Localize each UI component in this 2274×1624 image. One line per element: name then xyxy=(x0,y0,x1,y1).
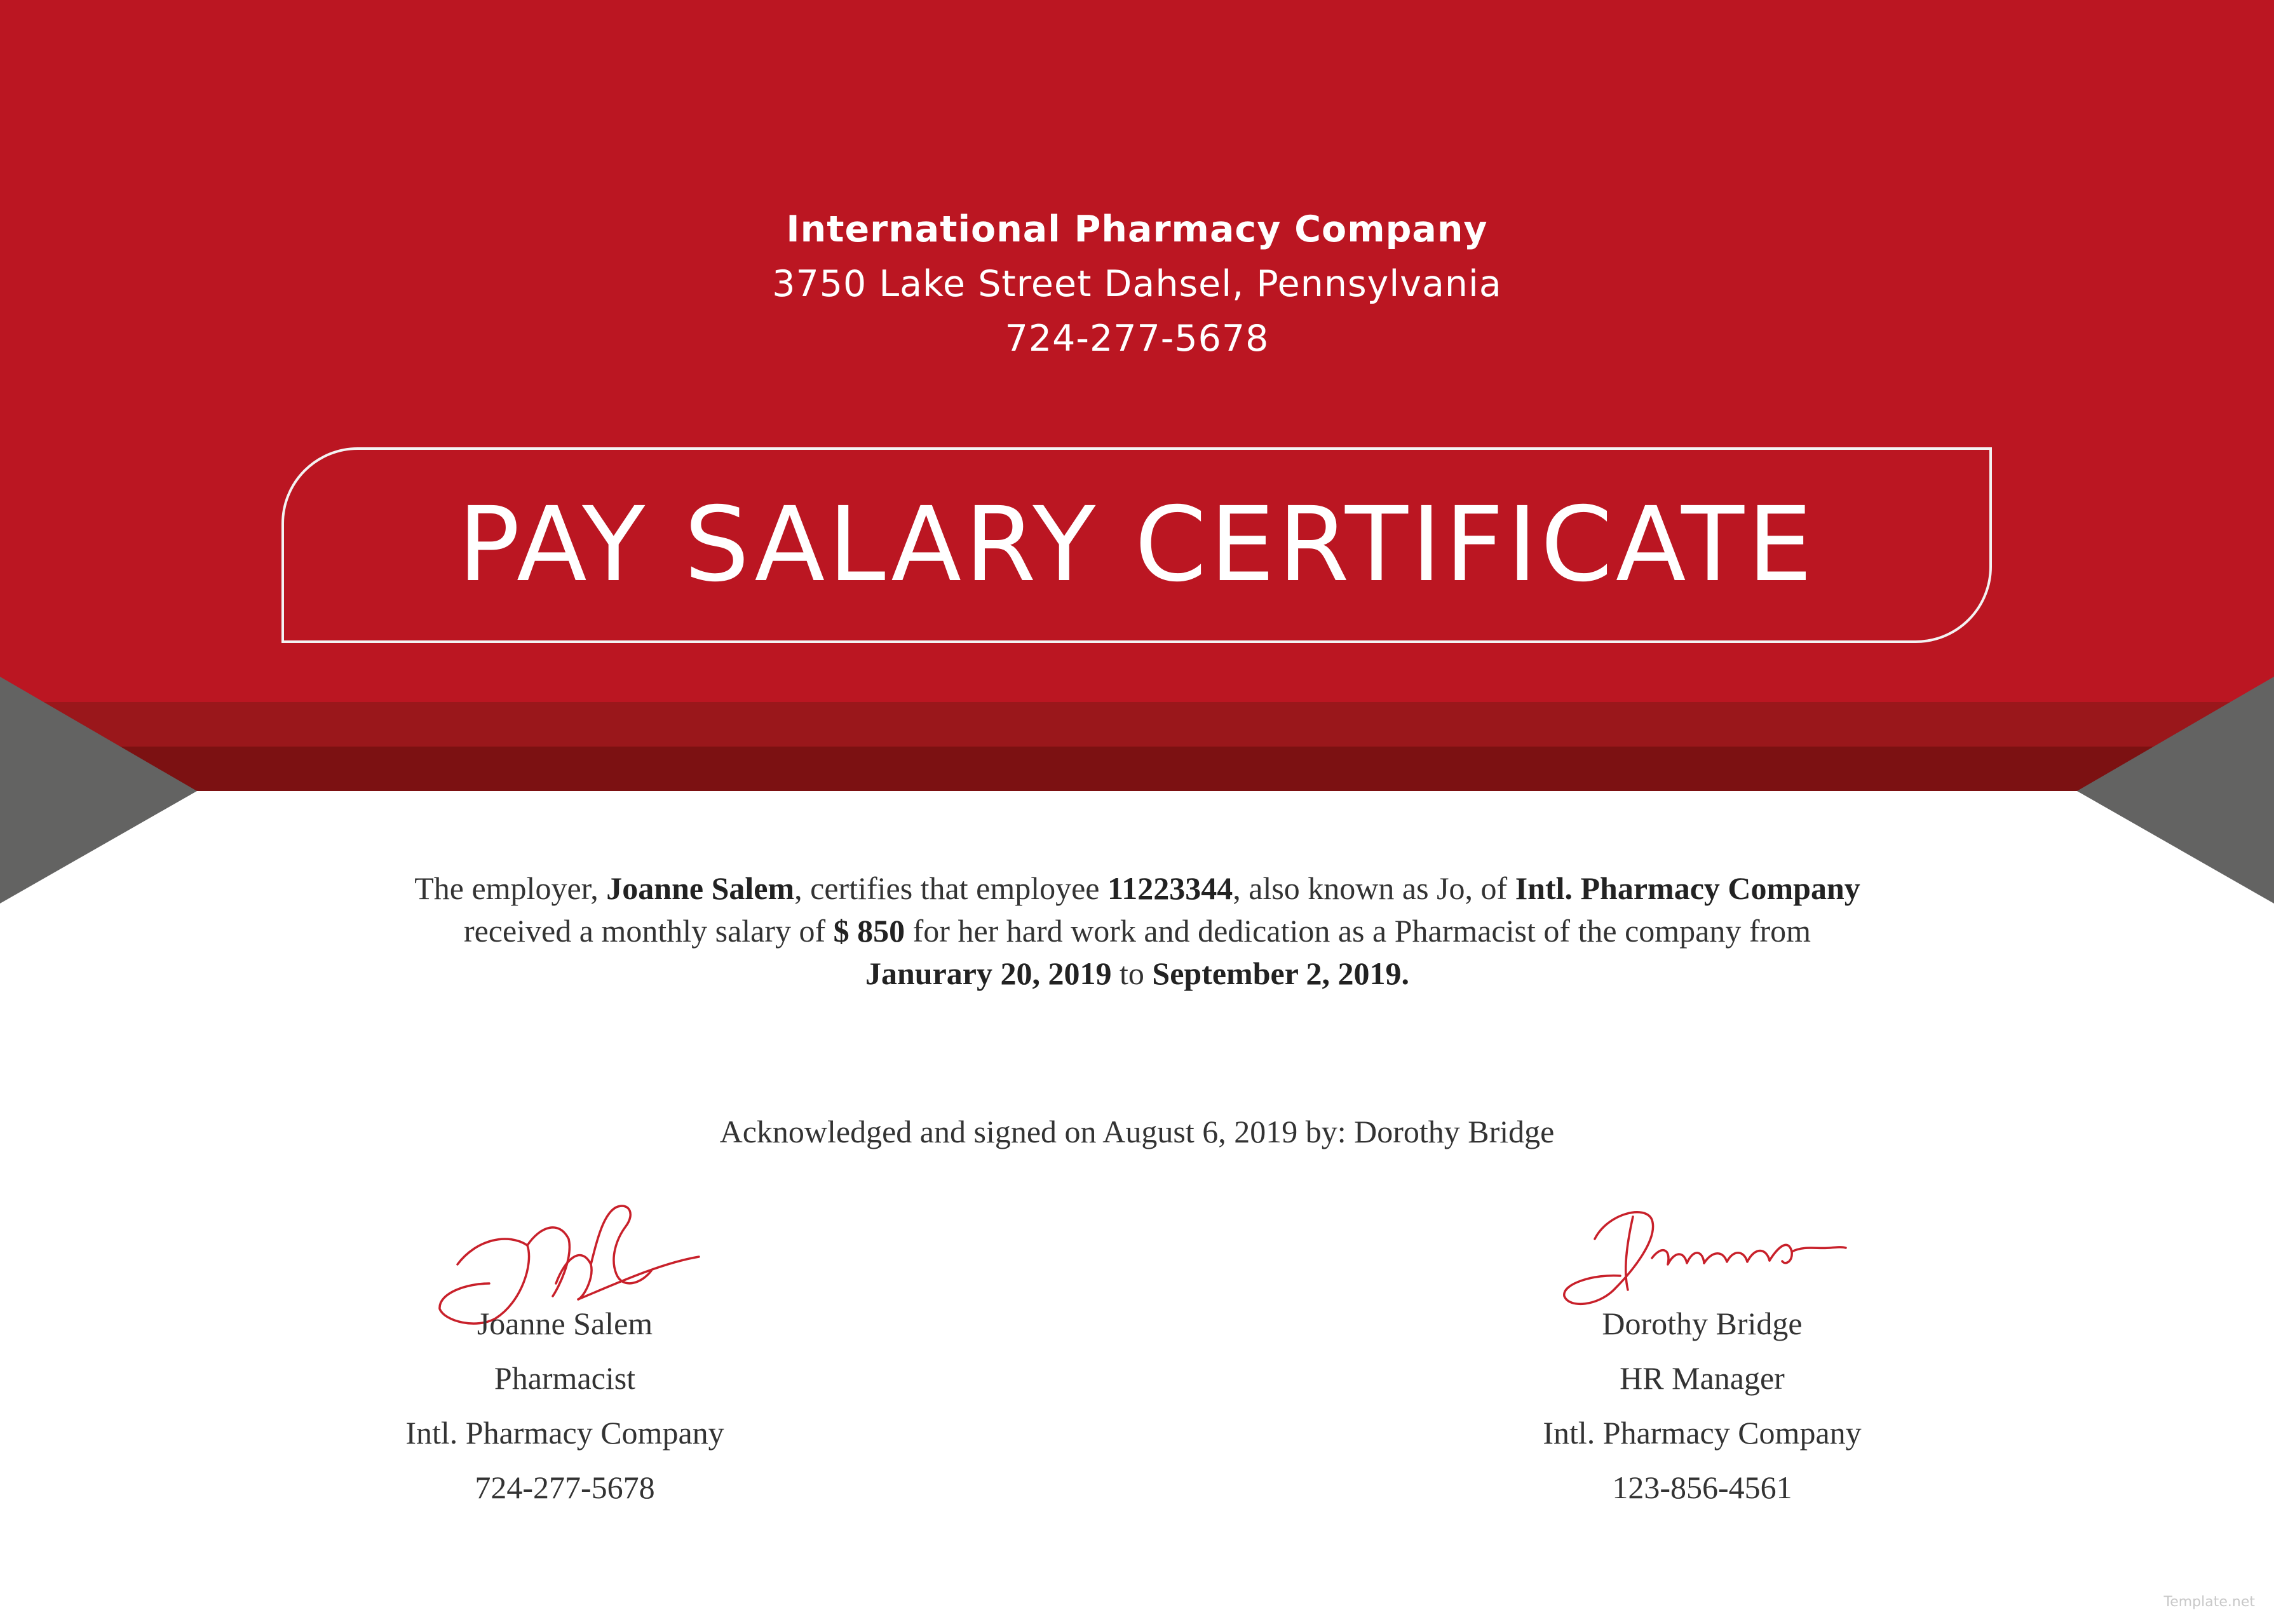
salary-amount: $ 850 xyxy=(833,913,905,949)
signatory-role: HR Manager xyxy=(1620,1360,1785,1396)
end-date: September 2, 2019. xyxy=(1152,956,1409,991)
company-header xyxy=(0,202,2274,366)
company-ref: Intl. Pharmacy Company xyxy=(1515,870,1860,906)
signatory-company: Intl. Pharmacy Company xyxy=(1543,1415,1862,1451)
company-phone: 724-277-5678 xyxy=(1005,318,1269,360)
certificate-title: PAY SALARY CERTIFICATE xyxy=(457,485,1816,605)
body-text-4: received a monthly salary of xyxy=(463,913,834,949)
body-text-1: The employer, xyxy=(414,870,607,906)
left-gray-triangle xyxy=(0,677,197,903)
body-text-3: , also known as Jo, of xyxy=(1233,870,1515,906)
company-name: International Pharmacy Company xyxy=(786,208,1488,250)
body-text-2: , certifies that employee xyxy=(794,870,1108,906)
body-text-5: for her hard work and dedication as a Pharmacist of the company from xyxy=(905,913,1811,949)
signatory-left xyxy=(247,1296,883,1515)
signatory-company: Intl. Pharmacy Company xyxy=(405,1415,724,1451)
body-text-6: to xyxy=(1111,956,1153,991)
signatory-phone: 724-277-5678 xyxy=(475,1470,655,1505)
signatory-phone: 123-856-4561 xyxy=(1612,1470,1792,1505)
signatory-right xyxy=(1384,1296,2020,1515)
signatory-name: Dorothy Bridge xyxy=(1602,1306,1803,1341)
signatory-role: Pharmacist xyxy=(494,1360,636,1396)
company-address: 3750 Lake Street Dahsel, Pennsylvania xyxy=(772,263,1502,305)
acknowledgement-line: Acknowledged and signed on August 6, 2019 by: Dorothy Bridge xyxy=(719,1114,1555,1149)
watermark: Template.net xyxy=(2163,1594,2255,1610)
right-gray-triangle xyxy=(2077,677,2274,903)
signatory-name: Joanne Salem xyxy=(477,1306,653,1341)
certificate-body xyxy=(267,867,2008,995)
employee-id: 11223344 xyxy=(1107,870,1233,906)
start-date: Janurary 20, 2019 xyxy=(865,956,1112,991)
employer-name: Joanne Salem xyxy=(606,870,795,906)
